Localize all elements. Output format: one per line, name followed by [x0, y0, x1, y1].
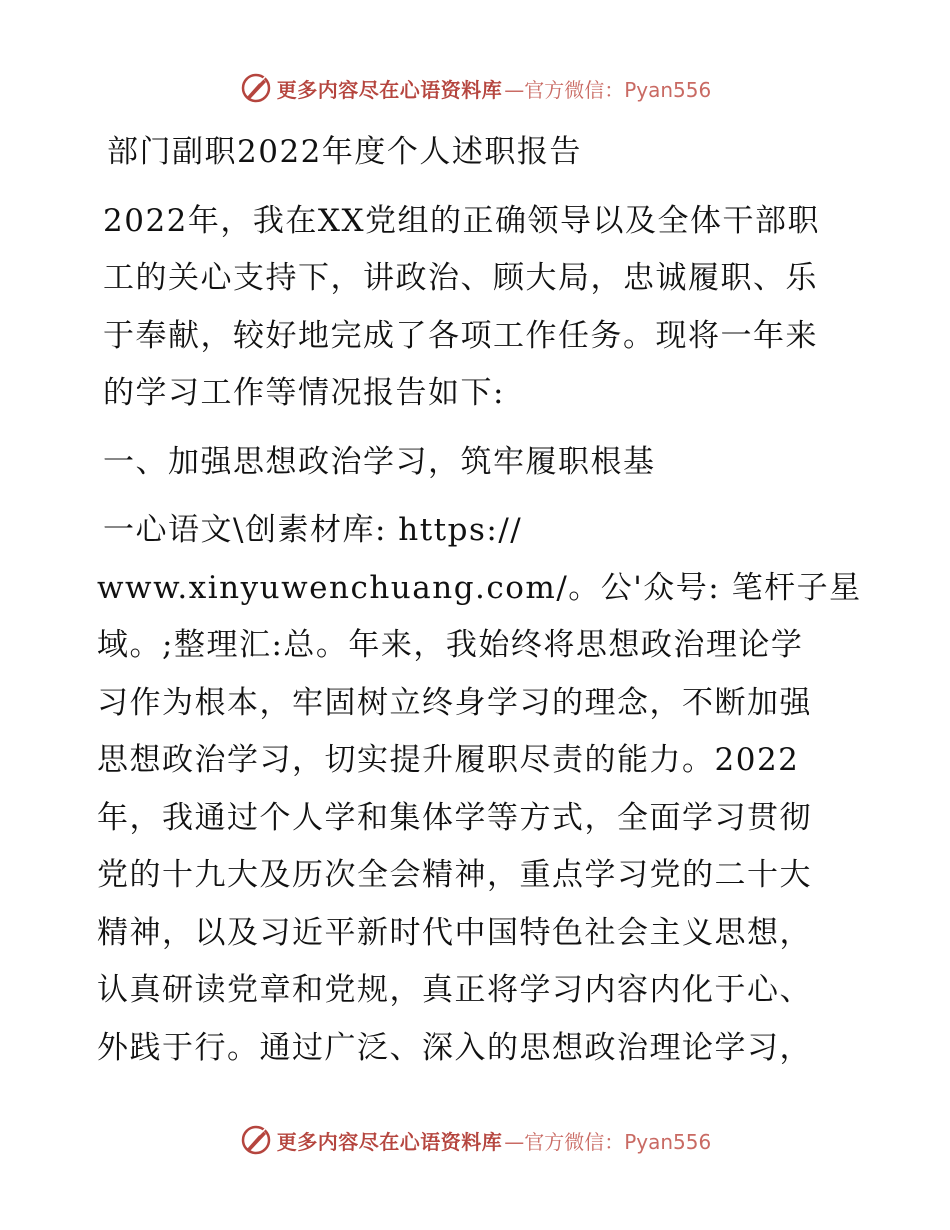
footer-banner — [0, 1120, 950, 1160]
section-heading: 一、加强思想政治学习，筑牢履职根基 — [103, 443, 656, 480]
banner-wechat-text: —官方微信：Pyan556 — [504, 77, 712, 102]
text-line: 思想政治学习，切实提升履职尽责的能力。2022 — [97, 742, 800, 778]
text-line: 习作为根本，牢固树立终身学习的理念，不断加强 — [97, 684, 812, 721]
text-line: 精神，以及习近平新时代中国特色社会主义思想， — [97, 914, 812, 951]
document-body — [97, 124, 862, 1088]
quill-logo-icon — [239, 1123, 273, 1157]
text-line: www.xinyuwenchuang.com/。公'众号: 笔杆子星 — [97, 569, 862, 606]
text-line: 的学习工作等情况报告如下: — [103, 375, 505, 411]
text-line: 党的十九大及历次全会精神，重点学习党的二十大 — [97, 857, 812, 893]
banner-wechat-text: —官方微信：Pyan556 — [504, 1129, 712, 1154]
intro-paragraph — [97, 193, 857, 423]
header-banner — [0, 68, 950, 108]
text-line: 工的关心支持下，讲政治、顾大局，忠诚履职、乐 — [103, 260, 818, 296]
text-line: 一心语文\创素材库: https:// — [103, 512, 523, 548]
quill-logo-icon — [239, 71, 273, 105]
text-line: 认真研读党章和党规，真正将学习内容内化于心、 — [97, 972, 812, 1008]
text-line: 年，我通过个人学和集体学等方式，全面学习贯彻 — [97, 799, 812, 836]
text-line: 2022年，我在XX党组的正确领导以及全体干部职 — [103, 202, 821, 239]
banner-main-text: 更多内容尽在心语资料库 — [276, 1129, 503, 1154]
text-line: 外践于行。通过广泛、深入的思想政治理论学习， — [97, 1029, 812, 1066]
section-paragraph — [97, 502, 862, 1077]
text-line: 于奉献，较好地完成了各项工作任务。现将一年来 — [103, 317, 818, 354]
banner-main-text: 更多内容尽在心语资料库 — [276, 77, 503, 102]
document-title: 部门副职2022年度个人述职报告 — [107, 134, 582, 170]
text-line: 域。;整理汇:总。年来，我始终将思想政治理论学 — [97, 627, 804, 663]
